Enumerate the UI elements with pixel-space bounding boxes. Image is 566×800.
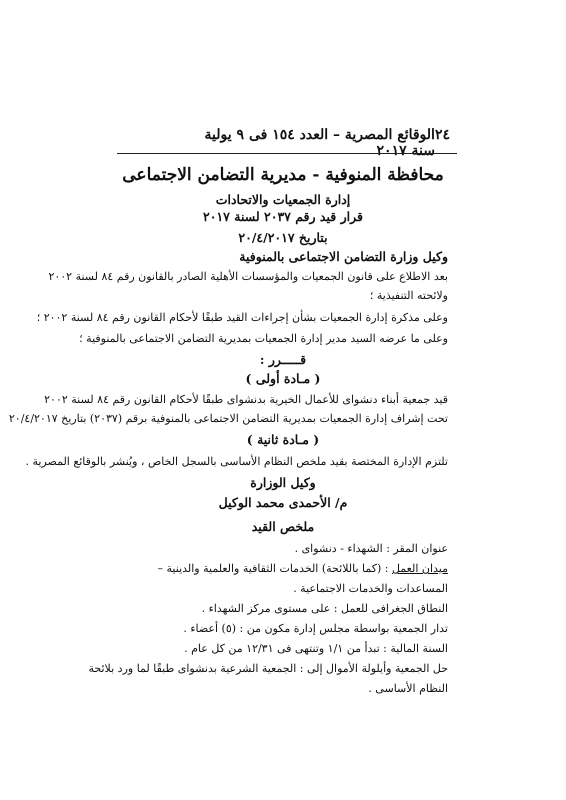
preamble-line: بعد الاطلاع على قانون الجمعيات والمؤسسات الأهلية الصادر بالقانون رقم ٨٤ لسنة ٢٠٠٢ xyxy=(48,270,448,283)
summary-dissolution-continued: النظام الأساسى . xyxy=(368,682,448,695)
summary-field-continued: المساعدات والخدمات الاجتماعية . xyxy=(293,582,448,595)
summary-fiscal-year: السنة المالية : تبدأ من ١/١ وتنتهى فى ١٢/٣١ من كل عام . xyxy=(184,642,448,655)
page-number: ٢٤ xyxy=(434,127,450,143)
summary-board: تدار الجمعية بواسطة مجلس إدارة مكون من : (٥) أعضاء . xyxy=(183,622,448,635)
decides-heading: قـــــرر : xyxy=(259,352,307,367)
issuer-title: وكيل وزارة التضامن الاجتماعى بالمنوفية xyxy=(239,249,448,264)
article-1-text: قيد جمعية أبناء دنشواى للأعمال الخيرية بدنشواى طبقًا لأحكام القانون رقم ٨٤ لسنة ٢٠٠٢ xyxy=(44,393,448,406)
summary-field xyxy=(158,562,448,576)
summary-heading: ملخص القيد xyxy=(251,519,315,534)
article-1-heading: ( مـادة أولى ) xyxy=(245,371,321,386)
preamble-line: وعلى ما عرضه السيد مدير إدارة الجمعيات بمديرية التضامن الاجتماعى بالمنوفية ؛ xyxy=(79,332,448,345)
signature-title: وكيل الوزارة xyxy=(250,475,316,490)
page-header xyxy=(180,127,450,159)
article-1-text: تحت إشراف إدارة الجمعيات بمديرية التضامن الاجتماعى بالمنوفية برقم (٢٠٣٧) بتاريخ ٢٠/٤/٢٠١٧ xyxy=(8,412,448,425)
decision-date: بتاريخ ٢٠/٤/٢٠١٧ xyxy=(238,230,328,245)
decision-number: قرار قيد رقم ٢٠٣٧ لسنة ٢٠١٧ xyxy=(203,209,363,224)
signature-name: م/ الأحمدى محمد الوكيل xyxy=(218,495,348,510)
article-2-heading: ( مـادة ثانية ) xyxy=(246,432,320,447)
article-2-text: تلتزم الإدارة المختصة بقيد ملخص النظام الأساسى بالسجل الخاص ، ويُنشر بالوقائع المصرية . xyxy=(25,455,448,468)
field-value: : (كما باللائحة) الخدمات الثقافية والعلمية والدينية – xyxy=(157,562,392,575)
decision-title: محافظة المنوفية - مديرية التضامن الاجتماعى xyxy=(122,165,444,185)
header-divider xyxy=(117,153,457,154)
department-name: إدارة الجمعيات والاتحادات xyxy=(215,192,351,207)
field-label: ميدان العمل xyxy=(391,562,448,575)
running-title: الوقائع المصرية – العدد ١٥٤ فى ٩ يولية سنة ٢٠١٧ xyxy=(204,127,435,159)
summary-scope: النطاق الجغرافى للعمل : على مستوى مركز الشهداء . xyxy=(201,602,448,615)
preamble-line: ولائحته التنفيذية ؛ xyxy=(369,289,448,302)
summary-address: عنوان المقر : الشهداء - دنشواى . xyxy=(294,542,448,555)
preamble-line: وعلى مذكرة إدارة الجمعيات بشأن إجراءات القيد طبقًا لأحكام القانون رقم ٨٤ لسنة ٢٠٠٢ ؛ xyxy=(36,311,448,324)
summary-dissolution: حل الجمعية وأيلولة الأموال إلى : الجمعية الشرعية بدنشواى طبقًا لما ورد بلائحة xyxy=(88,662,448,675)
